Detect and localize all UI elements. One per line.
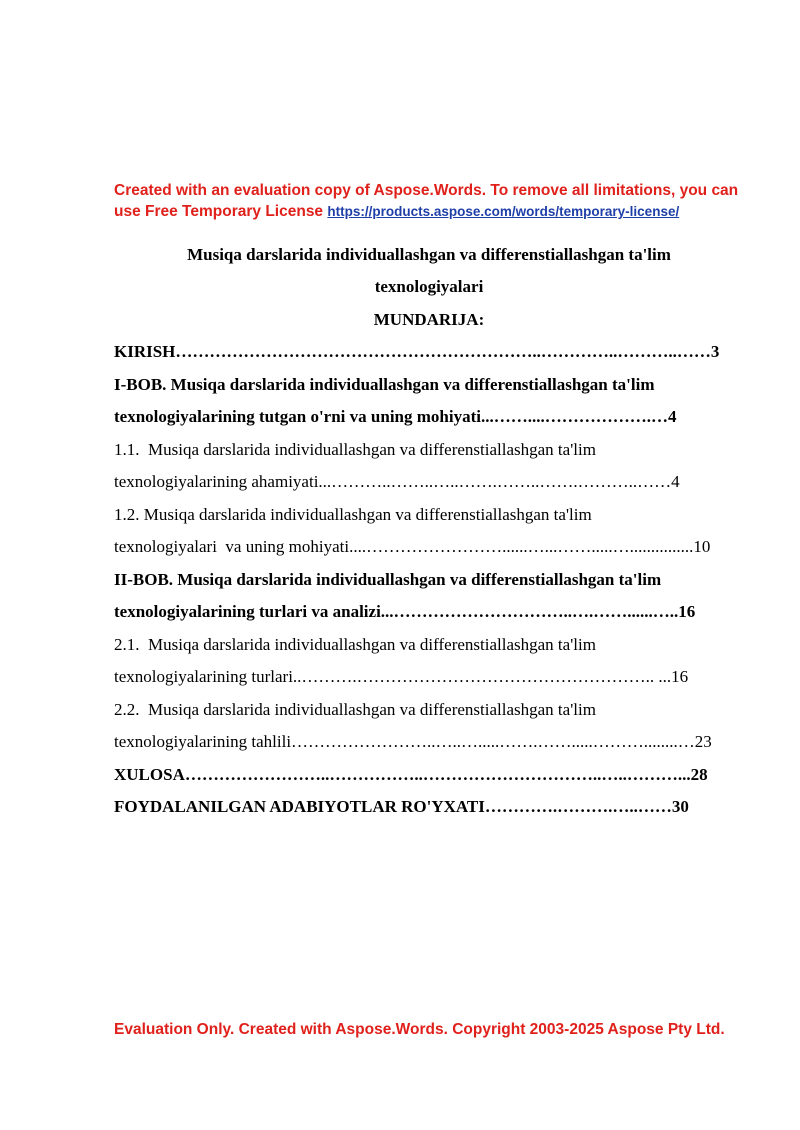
toc-entry [114, 466, 742, 498]
toc-entry [114, 369, 742, 401]
toc-entry [114, 596, 742, 628]
footer-evaluation-notice: Evaluation Only. Created with Aspose.Words. Copyright 2003-2025 Aspose Pty Ltd. [114, 1021, 725, 1038]
toc-entry-text: I-BOB. Musiqa darslarida individuallashgan va differenstiallashgan ta'lim [114, 374, 655, 394]
temporary-license-link[interactable]: https://products.aspose.com/words/temporary-license/ [327, 204, 680, 219]
toc-entry-text: texnologiyalari va uning mohiyati....……………………......…...…….....…...............10 [114, 537, 711, 556]
toc-entry-text: FOYDALANILGAN ADABIYOTLAR RO'YXATI………….……….…..……30 [114, 797, 689, 816]
toc-entry-text: texnologiyalarining ahamiyati...………..……..…..…….……..…….………..……4 [114, 472, 680, 491]
toc-entry [114, 694, 742, 726]
toc-entry-text: texnologiyalarining turlari va analizi...…………………………..….……......…..16 [114, 602, 696, 621]
toc-entry-text: texnologiyalarining tutgan o'rni va uning mohiyati...……....……………….…4 [114, 407, 677, 426]
contents-heading: MUNDARIJA: [373, 310, 485, 329]
evaluation-notice-text: Created with an evaluation copy of Aspose.Words. To remove all limitations, you can use Free Temporary License [114, 182, 739, 220]
toc-entry-text: texnologiyalarining tahlili……………………..…..….....…….…….....………........…23 [114, 732, 712, 751]
toc-entry-text: 1.2. Musiqa darslarida individuallashgan va differenstiallashgan ta'lim [114, 504, 592, 524]
toc-entry-text: KIRISH………………………………………………………..…………..………..……3 [114, 342, 720, 361]
toc-entry-text: XULOSA……………………..……………..…………………………..…..………...28 [114, 764, 708, 784]
toc-entry [114, 629, 742, 661]
evaluation-notice [114, 180, 744, 222]
toc-entry [114, 726, 742, 758]
toc-entry [114, 661, 742, 693]
toc-entry [114, 401, 742, 433]
toc-entry-text: texnologiyalarining turlari..……….…………………………………………….. ...16 [114, 667, 689, 686]
toc-entry-text: II-BOB. Musiqa darslarida individuallashgan va differenstiallashgan ta'lim [114, 569, 662, 589]
toc-entry-text: 1.1. Musiqa darslarida individuallashgan va differenstiallashgan ta'lim [114, 439, 596, 459]
toc-entry-text: 2.2. Musiqa darslarida individuallashgan va differenstiallashgan ta'lim [114, 699, 596, 719]
toc-entry [114, 336, 742, 368]
toc-entry [114, 531, 742, 563]
toc-entry [114, 564, 742, 596]
document-title-line-2: texnologiyalari [374, 277, 484, 296]
toc-entry-text: 2.1. Musiqa darslarida individuallashgan va differenstiallashgan ta'lim [114, 634, 596, 654]
toc-entry [114, 434, 742, 466]
toc-entry [114, 499, 742, 531]
document-title-line-1: Musiqa darslarida individuallashgan va differenstiallashgan ta'lim [187, 245, 671, 264]
toc-entry [114, 791, 742, 823]
toc-entry [114, 759, 742, 791]
